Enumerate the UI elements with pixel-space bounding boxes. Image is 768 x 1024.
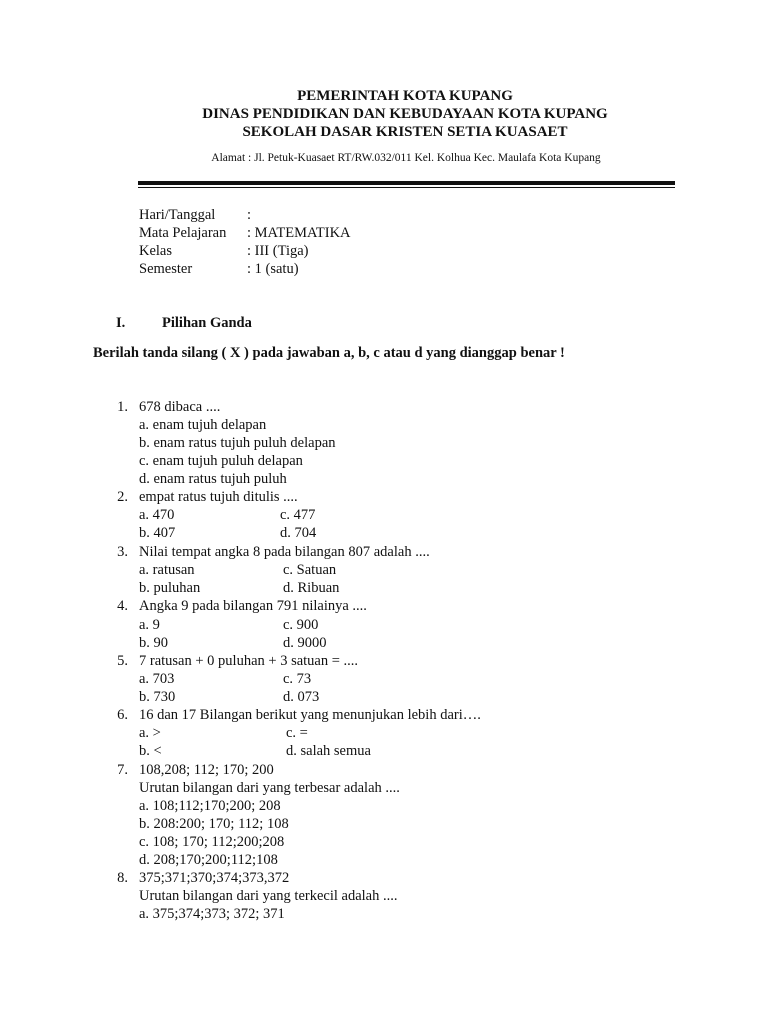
answer-option: b. enam ratus tujuh puluh delapan bbox=[139, 435, 336, 451]
answer-option: b. < bbox=[139, 743, 162, 759]
question-number: 6. bbox=[117, 707, 128, 723]
question-text: Angka 9 pada bilangan 791 nilainya .... bbox=[139, 598, 367, 614]
question-text: empat ratus tujuh ditulis .... bbox=[139, 489, 298, 505]
answer-option: a. ratusan bbox=[139, 562, 195, 578]
answer-option: d. Ribuan bbox=[283, 580, 340, 596]
question-text: 678 dibaca .... bbox=[139, 399, 221, 415]
answer-option: d. 9000 bbox=[283, 635, 327, 651]
question-subtext: Urutan bilangan dari yang terbesar adalah .... bbox=[139, 780, 400, 796]
answer-option: d. salah semua bbox=[286, 743, 371, 759]
question-number: 4. bbox=[117, 598, 128, 614]
answer-option: b. puluhan bbox=[139, 580, 201, 596]
question-number: 1. bbox=[117, 399, 128, 415]
info-label-subject: Mata Pelajaran bbox=[139, 225, 227, 241]
question-text: 108,208; 112; 170; 200 bbox=[139, 762, 274, 778]
section-number: I. bbox=[116, 315, 126, 331]
info-value-subject: : MATEMATIKA bbox=[247, 225, 351, 241]
answer-option: c. = bbox=[286, 725, 308, 741]
question-text: 7 ratusan + 0 puluhan + 3 satuan = .... bbox=[139, 653, 359, 669]
answer-option: a. 108;112;170;200; 208 bbox=[139, 798, 281, 814]
question-text: 375;371;370;374;373,372 bbox=[139, 870, 290, 886]
question-number: 5. bbox=[117, 653, 128, 669]
question-text: Nilai tempat angka 8 pada bilangan 807 adalah .... bbox=[139, 544, 430, 560]
info-label-semester: Semester bbox=[139, 261, 193, 277]
section-title: Pilihan Ganda bbox=[162, 315, 252, 331]
info-value-semester: : 1 (satu) bbox=[247, 261, 299, 277]
header-rule-thin bbox=[138, 187, 675, 188]
answer-option: c. 108; 170; 112;200;208 bbox=[139, 834, 285, 850]
answer-option: d. 208;170;200;112;108 bbox=[139, 852, 278, 868]
answer-option: b. 208:200; 170; 112; 108 bbox=[139, 816, 289, 832]
question-number: 2. bbox=[117, 489, 128, 505]
answer-option: c. 73 bbox=[283, 671, 312, 687]
answer-option: c. Satuan bbox=[283, 562, 337, 578]
header-rule-thick bbox=[138, 181, 675, 185]
info-label-class: Kelas bbox=[139, 243, 173, 259]
answer-option: c. 900 bbox=[283, 617, 319, 633]
question-text: 16 dan 17 Bilangan berikut yang menunjukan lebih dari…. bbox=[139, 707, 481, 723]
answer-option: c. 477 bbox=[280, 507, 316, 523]
question-subtext: Urutan bilangan dari yang terkecil adalah .... bbox=[139, 888, 398, 904]
header-line-1: PEMERINTAH KOTA KUPANG bbox=[297, 88, 513, 104]
question-number: 7. bbox=[117, 762, 128, 778]
header-line-3: SEKOLAH DASAR KRISTEN SETIA KUASAET bbox=[242, 124, 568, 140]
instruction-text: Berilah tanda silang ( X ) pada jawaban a, b, c atau d yang dianggap benar ! bbox=[93, 345, 565, 361]
info-label-day: Hari/Tanggal bbox=[139, 207, 216, 223]
answer-option: a. enam tujuh delapan bbox=[139, 417, 267, 433]
answer-option: b. 407 bbox=[139, 525, 176, 541]
answer-option: d. enam ratus tujuh puluh bbox=[139, 471, 287, 487]
info-value-day: : bbox=[247, 207, 252, 223]
answer-option: d. 073 bbox=[283, 689, 320, 705]
answer-option: a. 375;374;373; 372; 371 bbox=[139, 906, 285, 922]
question-number: 3. bbox=[117, 544, 128, 560]
question-number: 8. bbox=[117, 870, 128, 886]
answer-option: a. 470 bbox=[139, 507, 175, 523]
answer-option: b. 90 bbox=[139, 635, 168, 651]
header-address: Alamat : Jl. Petuk-Kuasaet RT/RW.032/011 Kel. Kolhua Kec. Maulafa Kota Kupang bbox=[211, 152, 601, 164]
answer-option: a. 9 bbox=[139, 617, 160, 633]
header-line-2: DINAS PENDIDIKAN DAN KEBUDAYAAN KOTA KUPANG bbox=[202, 106, 608, 122]
answer-option: a. > bbox=[139, 725, 161, 741]
answer-option: d. 704 bbox=[280, 525, 317, 541]
answer-option: c. enam tujuh puluh delapan bbox=[139, 453, 303, 469]
answer-option: b. 730 bbox=[139, 689, 176, 705]
info-value-class: : III (Tiga) bbox=[247, 243, 309, 259]
answer-option: a. 703 bbox=[139, 671, 175, 687]
